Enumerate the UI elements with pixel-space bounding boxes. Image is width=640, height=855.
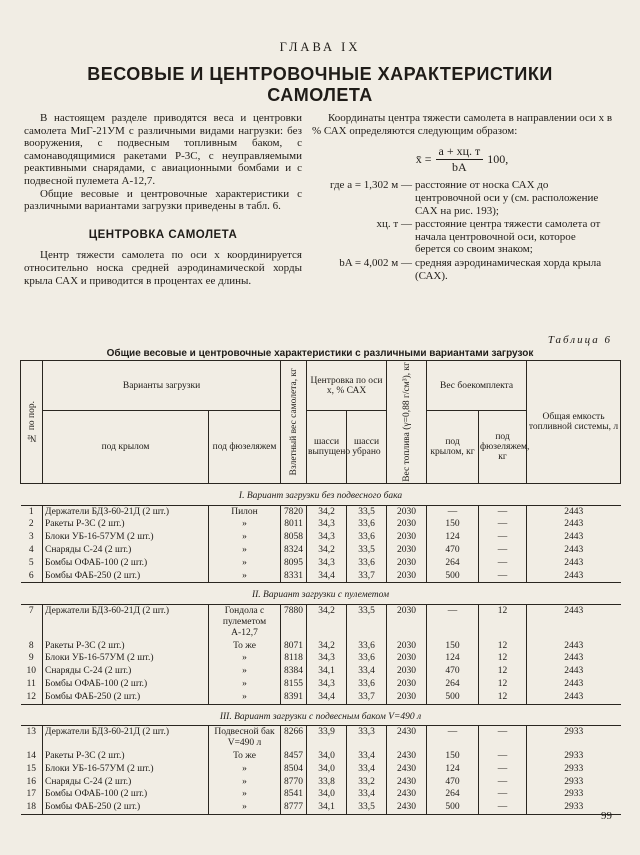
cell-gear-up: 33,6 (347, 518, 387, 531)
page-title (40, 64, 600, 106)
definition-item (312, 218, 612, 256)
table-body (21, 483, 621, 814)
cell-fuel: 2030 (387, 518, 427, 531)
header-capacity: Общая емкость топливной системы, л (527, 361, 621, 484)
title-line-1: ВЕСОВЫЕ И ЦЕНТРОВОЧНЫЕ ХАРАКТЕРИСТИКИ (87, 64, 553, 84)
cell-ammo-wing: 500 (427, 691, 479, 704)
cell-under-fuselage: » (209, 665, 281, 678)
cell-weight: 8095 (281, 557, 307, 570)
cg-formula (312, 145, 612, 173)
cell-fuel: 2430 (387, 726, 427, 750)
cell-capacity: 2443 (527, 640, 621, 653)
cell-gear-up: 33,6 (347, 652, 387, 665)
cell-ammo-fuselage: 12 (479, 691, 527, 704)
cell-fuel: 2030 (387, 640, 427, 653)
header-fuel: Вес топлива (γ=0,88 г/см³), кг (387, 361, 427, 484)
cell-weight: 8770 (281, 776, 307, 789)
cell-gear-down: 34,3 (307, 557, 347, 570)
cell-fuel: 2030 (387, 531, 427, 544)
definitions-list (312, 179, 612, 282)
cell-fuel: 2030 (387, 678, 427, 691)
cell-gear-down: 34,2 (307, 544, 347, 557)
cell-gear-down: 33,8 (307, 776, 347, 789)
cell-num: 2 (28, 519, 34, 530)
chapter-label: ГЛАВА IX (279, 40, 361, 54)
cell-ammo-fuselage: 12 (479, 652, 527, 665)
cell-gear-up: 33,6 (347, 557, 387, 570)
title-line-2: САМОЛЕТА (267, 85, 373, 105)
cell-ammo-wing: 150 (427, 518, 479, 531)
cell-weight: 8777 (281, 801, 307, 814)
cell-weight: 8504 (281, 763, 307, 776)
table-row (21, 750, 621, 763)
definition-item (312, 179, 612, 217)
definition-label: bA = 4,002 м — (339, 256, 412, 269)
cell-num: 4 (28, 544, 34, 555)
cell-capacity: 2443 (527, 531, 621, 544)
cell-fuel: 2430 (387, 801, 427, 814)
cell-weight: 8266 (281, 726, 307, 750)
cell-gear-up: 33,5 (347, 605, 387, 640)
cell-under-wing: Снаряды С-24 (2 шт.) (43, 665, 209, 678)
cell-under-wing: Бомбы ФАБ-250 (2 шт.) (43, 570, 209, 583)
table-row (21, 518, 621, 531)
cell-fuel: 2030 (387, 570, 427, 583)
cell-ammo-fuselage: — (479, 557, 527, 570)
cell-under-fuselage: » (209, 678, 281, 691)
cell-weight: 7880 (281, 605, 307, 640)
cell-num: 5 (28, 557, 34, 568)
cell-gear-down: 34,0 (307, 788, 347, 801)
cell-capacity: 2933 (527, 726, 621, 750)
cell-fuel: 2430 (387, 763, 427, 776)
cell-under-wing: Блоки УБ-16-57УМ (2 шт.) (43, 763, 209, 776)
table-row (21, 544, 621, 557)
definition-item (312, 257, 612, 282)
cell-capacity: 2443 (527, 605, 621, 640)
cell-capacity: 2443 (527, 570, 621, 583)
cell-gear-up: 33,2 (347, 776, 387, 789)
cell-under-wing: Бомбы ФАБ-250 (2 шт.) (43, 801, 209, 814)
cell-num: 6 (28, 570, 34, 581)
cell-gear-down: 34,3 (307, 652, 347, 665)
cell-ammo-wing: 264 (427, 557, 479, 570)
cell-weight: 8541 (281, 788, 307, 801)
table-row (21, 640, 621, 653)
section-header-row (21, 704, 621, 726)
cell-gear-up: 33,6 (347, 640, 387, 653)
cell-weight: 8058 (281, 531, 307, 544)
cell-ammo-wing: 124 (427, 763, 479, 776)
cell-under-fuselage: То же (209, 640, 281, 653)
formula-fraction (436, 145, 484, 173)
cell-capacity: 2443 (527, 544, 621, 557)
table-row (21, 665, 621, 678)
cell-fuel: 2030 (387, 557, 427, 570)
definition-text: средняя аэродинамическая хорда крыла (САХ). (415, 256, 602, 282)
cell-under-wing: Держатели БДЗ-60-21Д (2 шт.) (43, 605, 209, 640)
cell-under-wing: Ракеты Р-3С (2 шт.) (43, 640, 209, 653)
table-row (21, 726, 621, 750)
cell-ammo-fuselage: — (479, 505, 527, 518)
page-number: 99 (601, 810, 612, 822)
cell-under-wing: Ракеты Р-3С (2 шт.) (43, 750, 209, 763)
cell-num: 14 (26, 750, 36, 761)
cell-ammo-fuselage: 12 (479, 640, 527, 653)
cell-ammo-wing: — (427, 726, 479, 750)
cell-capacity: 2443 (527, 665, 621, 678)
cell-capacity: 2443 (527, 505, 621, 518)
cell-gear-down: 34,1 (307, 665, 347, 678)
cell-gear-up: 33,4 (347, 665, 387, 678)
cell-under-wing: Блоки УБ-16-57УМ (2 шт.) (43, 531, 209, 544)
header-cg: Центровка по оси x, % САХ (307, 361, 387, 411)
cell-num: 15 (26, 763, 36, 774)
cell-fuel: 2030 (387, 544, 427, 557)
header-num: № по пор. (21, 361, 43, 484)
cell-under-wing: Бомбы ОФАБ-100 (2 шт.) (43, 788, 209, 801)
cell-gear-up: 33,5 (347, 801, 387, 814)
cell-ammo-fuselage: — (479, 776, 527, 789)
cell-fuel: 2030 (387, 665, 427, 678)
cell-capacity: 2933 (527, 750, 621, 763)
left-column (24, 112, 302, 287)
cell-ammo-wing: 264 (427, 678, 479, 691)
section-header-row (21, 483, 621, 505)
cell-ammo-fuselage: — (479, 750, 527, 763)
loading-table (20, 360, 621, 815)
cell-gear-down: 34,2 (307, 505, 347, 518)
table-row (21, 678, 621, 691)
cell-num: 10 (26, 666, 36, 677)
cell-ammo-wing: 124 (427, 652, 479, 665)
cell-ammo-wing: 470 (427, 544, 479, 557)
cell-fuel: 2030 (387, 652, 427, 665)
table-row (21, 691, 621, 704)
cell-num: 18 (21, 801, 43, 814)
definition-label: где a = 1,302 м — (330, 179, 412, 192)
cell-weight: 8384 (281, 665, 307, 678)
table-row (21, 570, 621, 583)
cell-gear-down: 34,1 (307, 801, 347, 814)
cell-under-wing: Держатели БДЗ-60-21Д (2 шт.) (43, 505, 209, 518)
section-heading: ЦЕНТРОВКА САМОЛЕТА (88, 228, 238, 241)
cell-gear-down: 34,3 (307, 678, 347, 691)
cell-ammo-wing: 470 (427, 665, 479, 678)
cell-ammo-fuselage: — (479, 518, 527, 531)
header-under-fuselage: под фюзеляжем (209, 411, 281, 483)
cell-ammo-wing: — (427, 505, 479, 518)
cell-ammo-fuselage: — (479, 788, 527, 801)
cell-capacity: 2933 (527, 788, 621, 801)
cell-under-fuselage: Пилон (209, 505, 281, 518)
cell-gear-up: 33,6 (347, 678, 387, 691)
table-row (21, 505, 621, 518)
definition-text: расстояние центра тяжести самолета от начала центровочной оси, которое берется со своим знаком; (415, 218, 601, 256)
cell-num: 8 (28, 640, 34, 651)
cell-gear-up: 33,5 (347, 544, 387, 557)
table-label: Таблица 6 (547, 334, 612, 346)
cell-weight: 8118 (281, 652, 307, 665)
header-gear-up: шасси убрано (347, 411, 387, 483)
cell-fuel: 2030 (387, 691, 427, 704)
cell-under-wing: Держатели БДЗ-60-21Д (2 шт.) (43, 726, 209, 750)
cell-under-fuselage: » (209, 776, 281, 789)
cell-under-fuselage: » (209, 531, 281, 544)
formula-lhs: x̄ = (415, 151, 432, 166)
table-row (21, 801, 621, 814)
intro-paragraph-1: В настоящем разделе приводятся веса и центровки самолета МиГ-21УМ с различными видами нагрузки: без вооружения, с подвесным топливным баком, с самонаводящимися ракетами Р-3С, с неуправляемыми реактивными снарядами, с авиационными бомбами и с подвесной пулемета А-12,7. (24, 112, 302, 187)
cell-under-wing: Ракеты Р-3С (2 шт.) (43, 518, 209, 531)
cell-fuel: 2430 (387, 788, 427, 801)
cell-ammo-wing: 150 (427, 750, 479, 763)
cell-ammo-fuselage: — (479, 570, 527, 583)
cell-fuel: 2030 (387, 605, 427, 640)
cell-capacity: 2443 (527, 557, 621, 570)
cell-under-fuselage: » (209, 570, 281, 583)
cell-ammo-wing: 500 (427, 801, 479, 814)
cell-weight: 8071 (281, 640, 307, 653)
cell-num: 13 (26, 727, 36, 738)
cell-ammo-fuselage: 12 (479, 605, 527, 640)
cell-gear-down: 34,0 (307, 750, 347, 763)
table-row (21, 776, 621, 789)
definition-label: xц. т — (376, 218, 412, 231)
cell-under-fuselage: Подвесной бак V=490 л (209, 726, 281, 750)
cell-gear-up: 33,3 (347, 726, 387, 750)
header-variants: Варианты загрузки (43, 361, 281, 411)
section-title: II. Вариант загрузки с пулеметом (21, 583, 621, 605)
cell-gear-down: 34,4 (307, 691, 347, 704)
cell-num: 9 (28, 653, 34, 664)
header-weight: Взлетный вес самолета, кг (281, 361, 307, 484)
cell-num: 7 (28, 606, 34, 617)
cell-ammo-fuselage: — (479, 763, 527, 776)
cell-ammo-fuselage: — (479, 801, 527, 814)
cell-gear-down: 34,3 (307, 531, 347, 544)
intro-paragraph-2: Общие весовые и центровочные характеристики с различными вариантами загрузки приведены в табл. 6. (24, 187, 302, 213)
cell-weight: 7820 (281, 505, 307, 518)
right-paragraph: Координаты центра тяжести самолета в направлении оси x в % САХ определяются следующим образом: (312, 112, 613, 137)
cell-weight: 8324 (281, 544, 307, 557)
cell-ammo-wing: 150 (427, 640, 479, 653)
cell-gear-up: 33,5 (347, 505, 387, 518)
header-ammo-wing: под крылом, кг (427, 411, 479, 483)
cell-ammo-fuselage: — (479, 531, 527, 544)
section-title: I. Вариант загрузки без подвесного бака (21, 483, 621, 505)
cell-under-fuselage: » (209, 801, 281, 814)
cell-ammo-wing: — (427, 605, 479, 640)
cell-num: 3 (28, 532, 34, 543)
section-header-row (21, 583, 621, 605)
table-row (21, 531, 621, 544)
cell-under-fuselage: » (209, 518, 281, 531)
table-row (21, 763, 621, 776)
cell-gear-down: 34,3 (307, 518, 347, 531)
cell-weight: 8391 (281, 691, 307, 704)
cell-gear-down: 34,0 (307, 763, 347, 776)
cell-under-fuselage: » (209, 544, 281, 557)
cell-weight: 8457 (281, 750, 307, 763)
header-ammo: Вес боекомплекта (427, 361, 527, 411)
cell-gear-down: 34,4 (307, 570, 347, 583)
header-gear-down: шасси выпущено (307, 411, 347, 483)
cell-ammo-wing: 470 (427, 776, 479, 789)
formula-denominator: bA (452, 159, 467, 174)
cell-capacity: 2443 (527, 518, 621, 531)
header-ammo-fuselage: под фюзеляжем, кг (479, 411, 527, 483)
cell-ammo-fuselage: 12 (479, 665, 527, 678)
cell-num: 16 (26, 776, 36, 787)
cell-gear-down: 34,2 (307, 640, 347, 653)
cell-gear-up: 33,4 (347, 788, 387, 801)
table-row (21, 605, 621, 640)
definition-text: расстояние от носка САХ до центровочной оси y (см. расположение САХ на рис. 193); (415, 179, 599, 217)
table-row (21, 788, 621, 801)
cell-ammo-wing: 500 (427, 570, 479, 583)
cell-under-wing: Бомбы ОФАБ-100 (2 шт.) (43, 678, 209, 691)
header-under-wing: под крылом (43, 411, 209, 483)
cell-under-fuselage: » (209, 788, 281, 801)
cell-gear-down: 34,2 (307, 605, 347, 640)
formula-tail: 100, (487, 151, 509, 166)
cell-under-wing: Снаряды С-24 (2 шт.) (43, 544, 209, 557)
cell-capacity: 2443 (527, 652, 621, 665)
cell-weight: 8331 (281, 570, 307, 583)
cell-capacity: 2443 (527, 691, 621, 704)
section-paragraph: Центр тяжести самолета по оси x координируется относительно носка средней аэродинамической хорды крыла САХ и приводится в процентах ее длины. (24, 249, 302, 287)
cell-ammo-fuselage: 12 (479, 678, 527, 691)
formula-numerator: a + xц. т (436, 145, 484, 160)
cell-fuel: 2430 (387, 750, 427, 763)
cell-num: 1 (28, 506, 34, 517)
cell-under-wing: Снаряды С-24 (2 шт.) (43, 776, 209, 789)
table-row (21, 557, 621, 570)
cell-gear-up: 33,6 (347, 531, 387, 544)
cell-gear-up: 33,4 (347, 750, 387, 763)
cell-ammo-fuselage: — (479, 544, 527, 557)
table-row (21, 652, 621, 665)
cell-ammo-fuselage: — (479, 726, 527, 750)
cell-ammo-wing: 124 (427, 531, 479, 544)
cell-under-wing: Бомбы ОФАБ-100 (2 шт.) (43, 557, 209, 570)
cell-capacity: 2933 (527, 801, 621, 814)
cell-under-fuselage: То же (209, 750, 281, 763)
cell-capacity: 2443 (527, 678, 621, 691)
table-caption: Общие весовые и центровочные характеристики с различными вариантами загрузок (106, 348, 534, 359)
cell-under-fuselage: » (209, 763, 281, 776)
cell-ammo-wing: 264 (427, 788, 479, 801)
right-column (312, 112, 612, 283)
cell-fuel: 2030 (387, 505, 427, 518)
cell-fuel: 2430 (387, 776, 427, 789)
cell-gear-up: 33,7 (347, 691, 387, 704)
cell-under-fuselage: Гондола с пулеметом А-12,7 (209, 605, 281, 640)
cell-gear-down: 33,9 (307, 726, 347, 750)
cell-num: 12 (26, 691, 36, 702)
section-title: III. Вариант загрузки с подвесным баком V=490 л (21, 704, 621, 726)
cell-weight: 8011 (281, 518, 307, 531)
cell-capacity: 2933 (527, 763, 621, 776)
cell-gear-up: 33,4 (347, 763, 387, 776)
cell-gear-up: 33,7 (347, 570, 387, 583)
cell-capacity: 2933 (527, 776, 621, 789)
cell-under-fuselage: » (209, 557, 281, 570)
cell-num: 11 (26, 678, 36, 689)
cell-under-wing: Бомбы ФАБ-250 (2 шт.) (43, 691, 209, 704)
cell-under-fuselage: » (209, 652, 281, 665)
cell-weight: 8155 (281, 678, 307, 691)
cell-num: 17 (26, 789, 36, 800)
cell-under-fuselage: » (209, 691, 281, 704)
cell-under-wing: Блоки УБ-16-57УМ (2 шт.) (43, 652, 209, 665)
